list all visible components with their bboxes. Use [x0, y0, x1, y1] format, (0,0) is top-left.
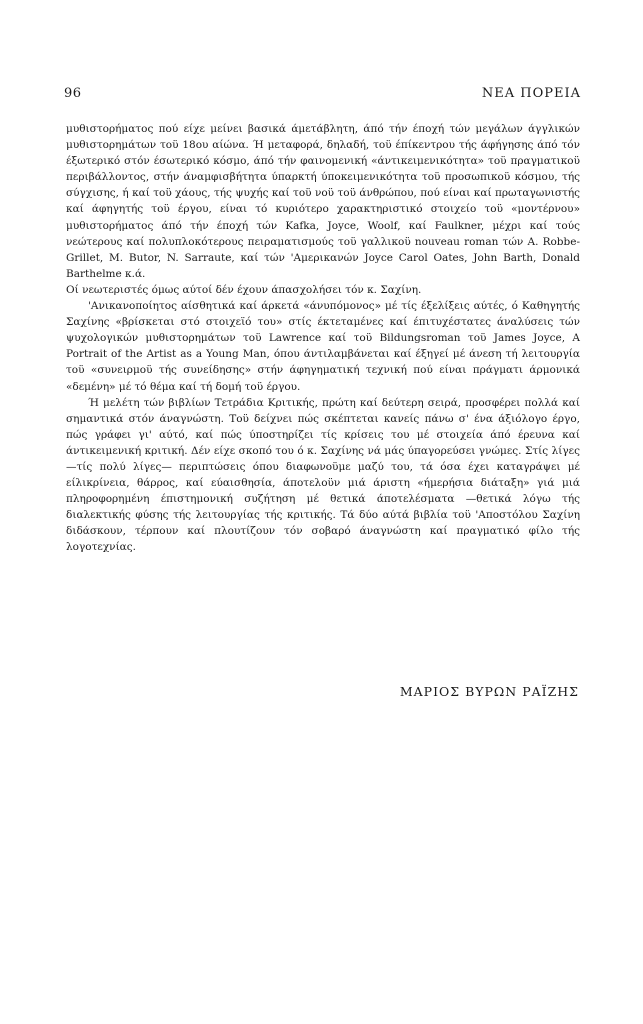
page-number: 96	[64, 86, 82, 101]
author-signature: ΜΑΡΙΟΣ ΒΥΡΩΝ ΡΑΪΖΗΣ	[399, 684, 579, 699]
paragraph-3: 'Ανικανοποίητος αίσθητικά καί άρκετά «άνυπόμονος» μέ τίς έξελίξεις αύτές, ό Καθηγητής Σαχίνης «βρίσκεται στό στοιχεϊό του» στίς έκτεταμένες καί έπιτυχέστατες άναλύσεις τών ψυχολογικών μυθιστορημάτων τοϋ Lawrence καί τοϋ Bildungsroman τοϋ James Joyce, A Portrait of the Artist as a Young Man, όπου άντιλαμβάνεται καί έξηγεί μέ άνεση τή λειτουργία τοϋ «συνειρμοϋ τής συνείδησης» στήν άφηγηματική τεχνική πού είναι πράγματι άρμονικά «δεμένη» μέ τό θέμα καί τή δομή τοϋ έργου.	[66, 300, 580, 393]
running-head-journal-title: ΝΕΑ ΠΟΡΕΙΑ	[481, 86, 581, 101]
paragraph-2: Οί νεωτεριστές όμως αύτοί δέν έχουν άπασχολήσει τόν κ. Σαχίνη.	[66, 283, 422, 296]
article-body	[66, 121, 580, 556]
paragraph-1: μυθιστορήματος πού είχε μείνει βασικά άμετάβλητη, άπό τήν έποχή τών μεγάλων άγγλικών μυθιστορημάτων τοϋ 18ου αίώνα. Ή μεταφορά, δηλαδή, τοϋ έπίκεντρου τής άφήγησης άπό τόν έξωτερικό στόν έσωτερικό κόσμο, άπό τήν φαινομενική «άντικειμενικότητα» τοϋ πραγματικοϋ περιβάλλοντος, στήν άναμφισβήτητα ύπαρκτή ύποκειμενικότητα τοϋ προσωπικοϋ κόσμου, τής σύγχισης, ή καί τοϋ χάους, τής ψυχής καί τοϋ νοϋ τοϋ άνθρώπου, πού είναι καί πρωταγωνιστής καί άφηγητής τοϋ έργου, είναι τό κυριότερο χαρακτηριστικό στοιχείο τοϋ «μοντέρνου» μυθιστορήματος άπό τήν έποχή τών Kafka, Joyce, Woolf, καί Faulkner, μέχρι καί τούς νεώτερους καί πολυπλοκότερους πειραματισμούς τοϋ γαλλικοϋ nouveau roman τών A. Robbe-Grillet, M. Butor, N. Sarraute, καί τών 'Αμερικανών Joyce Carol Oates, John Barth, Donald Barthelme κ.ά.	[66, 123, 580, 280]
paragraph-4: Ή μελέτη τών βιβλίων Τετράδια Κριτικής, πρώτη καί δεύτερη σειρά, προσφέρει πολλά καί σημαντικά στόν άναγνώστη. Τοϋ δείχνει πώς σκέπτεται κανείς πάνω σ' ένα άξιόλογο έργο, πώς γράφει γι' αύτό, καί πώς ύποστηρίζει τίς κρίσεις του μέ στοιχεία άπό έρευνα καί άντικειμενική κριτική. Δέν είχε σκοπό του ό κ. Σαχίνης νά μάς ύπαγορεύσει γνώμες. Στίς λίγες —τίς πολύ λίγες— περιπτώσεις όπου διαφωνοϋμε μαζύ του, τά όσα έχει καταγράψει μέ είλικρίνεια, θάρρος, καί εύαισθησία, άποτελοϋν μιά άριστη «ήμερήσια διάταξη» γιά μιά πληροφορημένη έπιστημονική συζήτηση μέ θετικά άποτελέσματα —θετικά λόγω τής διαλεκτικής φύσης τής λειτουργίας τής κριτικής. Τά δύο αύτά βιβλία τοϋ 'Αποστόλου Σαχίνη διδάσκουν, τέρπουν καί πλουτίζουν τόν σοβαρό άναγνώστη καί πραγματικό φίλο τής λογοτεχνίας.	[66, 396, 580, 554]
